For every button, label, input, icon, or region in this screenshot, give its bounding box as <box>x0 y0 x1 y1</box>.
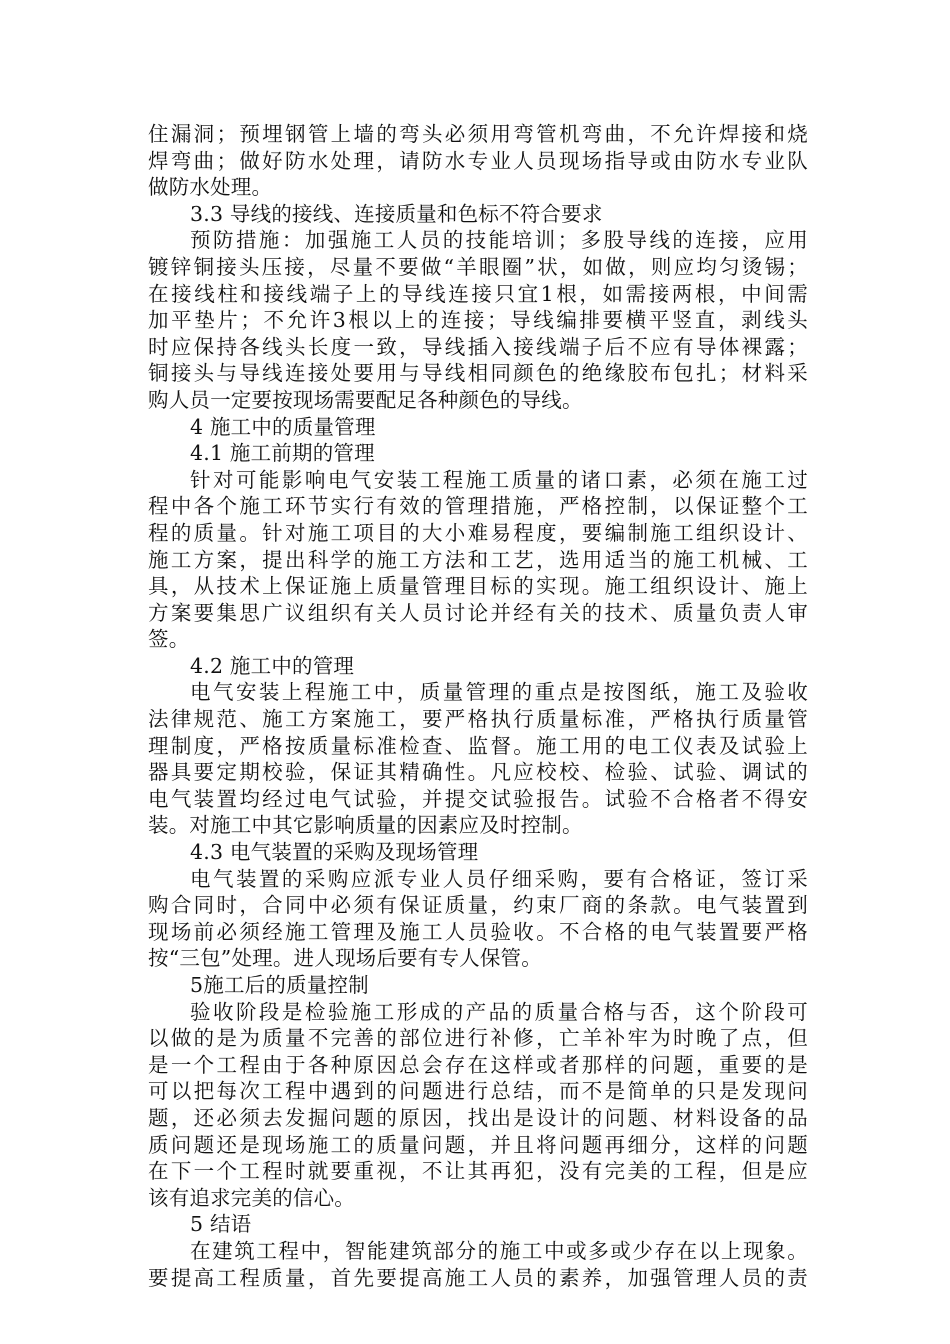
text-line: 法律规范、施工方案施工，要严格执行质量标准，严格执行质量管 <box>148 707 808 732</box>
text-line: 预防措施：加强施工人员的技能培训；多股导线的连接，应用 <box>190 228 808 253</box>
text-line: 焊弯曲；做好防水处理，请防水专业人员现场指导或由防水专业队 <box>148 148 808 173</box>
text-line: 4.2 施工中的管理 <box>190 653 355 678</box>
text-line: 电气装置均经过电气试验，并提交试验报告。试验不合格者不得安 <box>148 786 808 811</box>
text-line: 住漏洞；预埋钢管上墙的弯头必须用弯管机弯曲，不允许焊接和烧 <box>148 122 808 146</box>
text-line: 现场前必须经施工管理及施工人员验收。不合格的电气装置要严格 <box>148 919 808 944</box>
text-line: 4.1 施工前期的管理 <box>190 441 375 466</box>
text-line: 时应保持各线头长度一致，导线插入接线端子后不应有导体裸露； <box>148 334 808 359</box>
text-line: 签。 <box>148 627 190 652</box>
text-line: 以做的是为质量不完善的部位进行补修，亡羊补牢为时晚了点，但 <box>148 1026 808 1051</box>
text-line: 加平垫片；不允许3根以上的连接；导线编排要横平竖直，剥线头 <box>148 308 808 333</box>
text-line: 验收阶段是检验施工形成的产品的质量合格与否，这个阶段可 <box>190 999 808 1024</box>
document-page <box>148 121 808 1291</box>
text-line: 在建筑工程中，智能建筑部分的施工中或多或少存在以上现象。 <box>190 1238 808 1263</box>
text-line: 做防水处理。 <box>148 175 273 200</box>
text-line: 程的质量。针对施工项目的大小难易程度，要编制施工组织设计、 <box>148 520 808 545</box>
text-line: 镀锌铜接头压接，尽量不要做“羊眼圈”状，如做，则应均匀烫锡； <box>148 254 808 279</box>
text-line: 4 施工中的质量管理 <box>190 414 376 439</box>
text-line: 程中各个施工环节实行有效的管理措施，严格控制，以保证整个工 <box>148 494 808 519</box>
text-line: 该有追求完美的信心。 <box>148 1185 355 1210</box>
text-line: 购人员一定要按现场需要配足各种颜色的导线。 <box>148 387 583 412</box>
text-line: 装。对施工中其它影响质量的因素应及时控制。 <box>148 813 583 838</box>
text-line: 质问题还是现场施工的质量问题，并且将问题再细分，这样的问题 <box>148 1132 808 1157</box>
text-line: 可以把每次工程中遇到的问题进行总结，而不是简单的只是发现问 <box>148 1079 808 1104</box>
text-line: 按“三包”处理。进人现场后要有专人保管。 <box>148 946 542 971</box>
text-line: 具，从技术上保证施上质量管理目标的实现。施工组织设计、施上 <box>148 574 808 599</box>
text-line: 题，还必须去发掘问题的原因，找出是设计的问题、材料设备的品 <box>148 1105 808 1130</box>
text-line: 3.3 导线的接线、连接质量和色标不符合要求 <box>190 201 603 226</box>
text-line: 是一个工程由于各种原因总会存在这样或者那样的问题，重要的是 <box>148 1052 808 1077</box>
text-line: 要提高工程质量，首先要提高施工人员的素养，加强管理人员的责 <box>148 1265 808 1290</box>
text-line: 器具要定期校验，保证其精确性。凡应校校、检验、试验、调试的 <box>148 760 808 785</box>
text-line: 理制度，严格按质量标准检查、监督。施工用的电工仪表及试验上 <box>148 733 808 758</box>
text-line: 电气安装上程施工中，质量管理的重点是按图纸，施工及验收 <box>190 680 808 705</box>
text-line: 在接线柱和接线端子上的导线连接只宜1根，如需接两根，中间需 <box>148 281 808 306</box>
text-line: 针对可能影响电气安装工程施工质量的诸口素，必须在施工过 <box>190 467 808 492</box>
text-line: 购合同时，合同中必须有保证质量，约束厂商的条款。电气装置到 <box>148 893 808 918</box>
text-line: 5施工后的质量控制 <box>190 973 369 997</box>
text-line: 铜接头与导线连接处要用与导线相同颜色的绝缘胶布包扎；材料采 <box>148 361 808 386</box>
text-line: 5 结语 <box>190 1212 252 1237</box>
text-line: 方案要集思广议组织有关人员讨论并经有关的技术、质量负责人审 <box>148 600 808 625</box>
text-line: 4.3 电气装置的采购及现场管理 <box>190 840 479 865</box>
text-line: 施工方案，提出科学的施工方法和工艺，选用适当的施工机械、工 <box>148 547 808 572</box>
text-line: 在下一个工程时就要重视，不让其再犯，没有完美的工程，但是应 <box>148 1159 808 1184</box>
text-line: 电气装置的采购应派专业人员仔细采购，要有合格证，签订采 <box>190 866 808 891</box>
